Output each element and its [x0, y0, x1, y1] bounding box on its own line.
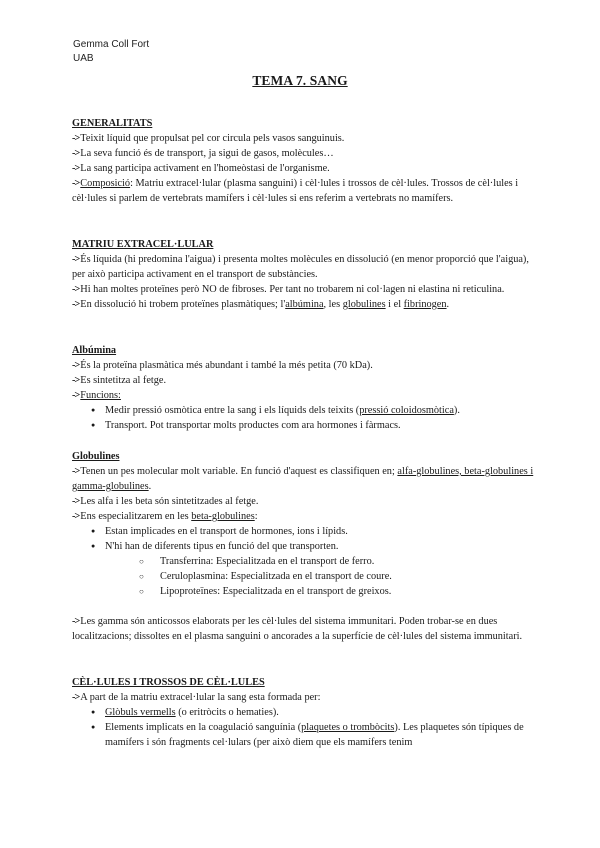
section-heading: MATRIU EXTRACEL·LULAR — [72, 239, 214, 250]
sub-list-item: ○ Ceruloplasmina: Especialitzada en el transport de coure. — [72, 569, 534, 584]
paragraph: ->Composició: Matriu extracel·lular (plasma sanguini) i cèl·lules i trossos de cèl·lules. Trossos de cèl·lules i cèl·lules si parlem de vertebrats mamífers i cèl·lules si ens referim a vertebrats no mamífers. — [72, 178, 519, 204]
underlined-term: fibrinogen — [403, 299, 447, 310]
list-item: ● Medir pressió osmòtica entre la sang i els líquids dels teixits (pressió coloidosmòtica). — [72, 403, 534, 418]
underlined-term: Composició — [80, 178, 131, 189]
paragraph: ->Hi han moltes proteïnes però NO de fibroses. Per tant no trobarem ni col·lagen ni elastina ni reticulina. — [72, 284, 505, 295]
list-item: ● Elements implicats en la coagulació sanguínia (plaquetes o trombòcits). Les plaquetes són típiques de mamífers i són fragments cel·lulars (per això diem que els mamífers tenim — [72, 720, 534, 750]
paragraph — [72, 388, 534, 403]
list-item: ● Glòbuls vermells (o eritròcits o hematies). — [72, 705, 534, 720]
arrow-icon: -> — [72, 390, 80, 401]
list-item: ● Transport. Pot transportar molts productes com ara hormones i fàrmacs. — [72, 418, 534, 433]
page-header — [73, 38, 149, 66]
paragraph: ->Ens especialitzarem en les beta-globulines: — [72, 511, 258, 522]
arrow-icon: -> — [72, 616, 80, 627]
section-heading: Globulines — [72, 451, 120, 462]
institution: UAB — [73, 53, 94, 64]
arrow-icon: -> — [72, 466, 80, 477]
underlined-term: albúmina — [285, 299, 324, 310]
document-title: TEMA 7. SANG — [252, 73, 348, 88]
sub-list-item: ○ Lipoproteïnes: Especialitzada en el transport de greixos. — [72, 584, 534, 599]
paragraph: ->Les alfa i les beta són sintetitzades al fetge. — [72, 496, 259, 507]
arrow-icon: -> — [72, 360, 80, 371]
arrow-icon: -> — [72, 178, 80, 189]
paragraph: ->Es sintetitza al fetge. — [72, 375, 167, 386]
underlined-term: plaquetes o trombòcits — [301, 722, 395, 733]
sub-list-item: ○ Transferrina: Especialitzada en el transport de ferro. — [72, 554, 534, 569]
arrow-icon: -> — [72, 133, 80, 144]
section-heading: GENERALITATS — [72, 118, 153, 129]
arrow-icon: -> — [72, 254, 80, 265]
paragraph: ->En dissolució hi trobem proteïnes plasmàtiques; l'albúmina, les globulines i el fibrinogen. — [72, 299, 450, 310]
author-name: Gemma Coll Fort — [73, 39, 150, 50]
underlined-term: beta-globulines — [191, 511, 255, 522]
arrow-icon: -> — [72, 163, 80, 174]
paragraph: ->La seva funció és de transport, ja sigui de gasos, molècules… — [72, 148, 334, 159]
section-albumina — [72, 343, 534, 433]
arrow-icon: -> — [72, 299, 80, 310]
arrow-icon: -> — [72, 375, 80, 386]
paragraph: ->És líquida (hi predomina l'aigua) i presenta moltes molècules en dissolució (en menor proporció que l'aigua), per això participa activament en el transport de substàncies. — [72, 254, 529, 280]
underlined-term: globulines — [342, 299, 386, 310]
arrow-icon: -> — [72, 511, 80, 522]
section-generalitats — [72, 116, 534, 206]
bullet-list — [72, 705, 534, 750]
bullet-list — [72, 403, 534, 433]
paragraph: ->A part de la matriu extracel·lular la sang esta formada per: — [72, 692, 321, 703]
section-heading: CÈL·LULES I TROSSOS DE CÈL·LULES — [72, 677, 265, 688]
underlined-term: Glòbuls vermells — [105, 707, 176, 718]
section-matriu — [72, 237, 534, 312]
paragraph: ->Teixit líquid que propulsat pel cor circula pels vasos sanguinuis. — [72, 133, 345, 144]
section-cellules — [72, 675, 534, 750]
arrow-icon: -> — [72, 148, 80, 159]
arrow-icon: -> — [72, 692, 80, 703]
underlined-term: alfa-globulines, beta-globulines i gamma-globulines — [72, 466, 534, 492]
section-globulines — [72, 449, 534, 644]
paragraph: ->És la proteïna plasmàtica més abundant i també la més petita (70 kDa). — [72, 360, 373, 371]
paragraph: ->La sang participa activament en l'homeòstasi de l'organisme. — [72, 163, 330, 174]
arrow-icon: -> — [72, 284, 80, 295]
underlined-term: pressió coloidosmòtica — [359, 405, 454, 416]
list-item: ● N'hi han de diferents tipus en funció del que transporten. — [72, 539, 534, 554]
paragraph: ->Les gamma són anticossos elaborats per les cèl·lules del sistema immunitari. Poden trobar-se en dues localitzacions; dissoltes en el plasma sanguini o ancorades a la superfície de cèl·lules del sistema immunitari. — [72, 616, 523, 642]
paragraph: ->Tenen un pes molecular molt variable. En funció d'aquest es classifiquen en; alfa-globulines, beta-globulines i gamma-globulines. — [72, 466, 534, 492]
arrow-icon: -> — [72, 496, 80, 507]
bullet-list — [72, 524, 534, 599]
underlined-term: Funcions: — [80, 390, 121, 401]
list-item: ● Estan implicades en el transport de hormones, ions i lípids. — [72, 524, 534, 539]
section-heading: Albúmina — [72, 345, 117, 356]
